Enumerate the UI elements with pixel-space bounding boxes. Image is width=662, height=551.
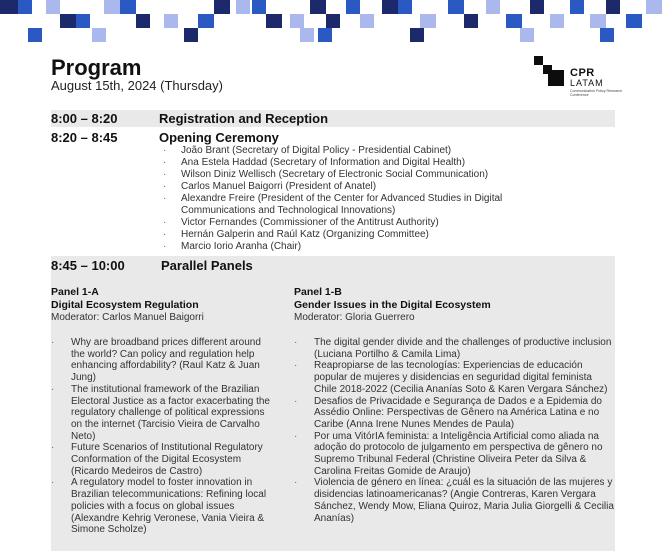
- banner-pixel: [570, 0, 584, 14]
- banner-pixel: [104, 0, 120, 14]
- panel-talks-list: [51, 337, 273, 536]
- schedule-time: 8:20 – 8:45: [51, 130, 118, 145]
- banner-pixel: [550, 14, 564, 28]
- list-item: · Hernán Galperin and Raúl Katz (Organizing Committee): [163, 229, 563, 241]
- list-item: · Reapropiarse de las tecnologías: Experiencias de educación popular de mujeres y disidencias en seguridad digital feminista Chile 2018-2022 (Cecilia Ananías Soto & Karen Vergara Sánchez): [294, 360, 615, 395]
- banner-pixel: [28, 28, 42, 42]
- banner-pixel: [530, 0, 544, 14]
- opening-participants-list: [163, 145, 563, 253]
- page-title: Program: [51, 55, 142, 80]
- panel-title: Digital Ecosystem Regulation: [51, 299, 199, 311]
- banner-pixel: [300, 28, 314, 42]
- list-item: · Marcio Iorio Aranha (Chair): [163, 241, 563, 253]
- list-item: · A regulatory model to foster innovation in Brazilian telecommunications: Refining local policies with a focus on global issues (Alexandre Kehrig Veronese, Vania Vieira & Simone Scholze): [51, 477, 273, 536]
- banner-pixel: [252, 0, 266, 14]
- panel-id: Panel 1-B: [294, 286, 342, 298]
- banner-pixel: [76, 14, 90, 28]
- banner-pixel: [486, 0, 500, 14]
- banner-pixel: [606, 0, 620, 14]
- banner-pixel: [266, 14, 282, 28]
- schedule-row: [51, 129, 615, 146]
- list-item: · Why are broadband prices different around the world? Can policy and regulation help enhancing affordability? (Raul Katz & Juan Jung): [51, 337, 273, 384]
- cpr-latam-logo: [534, 56, 634, 102]
- banner-pixel: [464, 14, 478, 28]
- logo-tagline: Communication Policy Research Conference: [570, 89, 622, 97]
- banner-pixel: [626, 14, 642, 28]
- banner-pixel: [346, 0, 360, 14]
- list-item: · Victor Fernandes (Commissioner of the Antitrust Authority): [163, 217, 563, 229]
- list-item: · Ana Estela Haddad (Secretary of Information and Digital Health): [163, 157, 563, 169]
- banner-pixel: [590, 14, 606, 28]
- list-item: · Wilson Diniz Wellisch (Secretary of Electronic Social Communication): [163, 169, 563, 181]
- banner-pixel: [646, 0, 662, 14]
- banner-pixel: [236, 0, 250, 14]
- banner-pixel: [120, 0, 136, 14]
- banner-pixel: [136, 14, 150, 28]
- banner-pixel: [46, 0, 60, 14]
- schedule-time: 8:45 – 10:00: [51, 258, 125, 273]
- list-item: · Carlos Manuel Baigorri (President of Anatel): [163, 181, 563, 193]
- panel-talks-list: [294, 337, 615, 524]
- banner-pixel: [448, 0, 464, 14]
- banner-pixel: [326, 14, 340, 28]
- panel-title: Gender Issues in the Digital Ecosystem: [294, 299, 491, 311]
- list-item: · Desafios de Privacidade e Segurança de Dados e a Epidemia do Assédio Online: Perspectivas de Gênero na América Latina e no Caribe (Anna Irene Nunes Mendes de Paula): [294, 396, 615, 431]
- banner-pixel: [60, 14, 76, 28]
- panel-moderator: Moderator: Gloria Guerrero: [294, 312, 415, 323]
- banner-pixel: [290, 14, 304, 28]
- schedule-row: [51, 256, 615, 277]
- logo-line-1: CPR: [570, 67, 595, 79]
- schedule-label: Registration and Reception: [159, 111, 329, 126]
- schedule-row: [51, 110, 615, 127]
- banner-pixel: [318, 28, 332, 42]
- banner-pixel: [398, 0, 412, 14]
- banner-pixel: [382, 0, 398, 14]
- list-item: · The institutional framework of the Brazilian Electoral Justice as a factor exacerbating the regulatory challenge of political expressions on the internet (Tarcisio Vieira de Carvalho Neto): [51, 384, 273, 443]
- banner-pixel: [184, 28, 198, 42]
- banner-pixel: [198, 14, 214, 28]
- list-item: · The digital gender divide and the challenges of productive inclusion (Luciana Portilho & Camila Lima): [294, 337, 615, 360]
- banner-pixel: [420, 14, 436, 28]
- logo-line-2: LATAM: [570, 78, 604, 88]
- schedule-label: Opening Ceremony: [159, 130, 279, 145]
- banner-pixel: [310, 0, 326, 14]
- schedule-label: Parallel Panels: [161, 258, 253, 273]
- panel-moderator: Moderator: Carlos Manuel Baigorri: [51, 312, 204, 323]
- banner-pixel: [506, 14, 522, 28]
- banner-pixel: [410, 28, 424, 42]
- page-date: August 15th, 2024 (Thursday): [51, 78, 223, 93]
- banner-pixel: [164, 14, 178, 28]
- panel-id: Panel 1-A: [51, 286, 99, 298]
- banner-pixel: [520, 28, 534, 42]
- banner-pixel: [214, 0, 230, 14]
- list-item: · Violencia de género en línea: ¿cuál es la situación de las mujeres y disidencias latinoamericanas? (Angie Contreras, Karen Vergara Sánchez, Wendy Mow, Eliana Quiroz, Maria Julia Giorgelli & Cecilia Ananías): [294, 477, 615, 524]
- schedule-time: 8:00 – 8:20: [51, 111, 118, 126]
- banner-pixel: [92, 28, 106, 42]
- banner-pixel: [360, 14, 374, 28]
- list-item: · Por uma VitórIA feminista: a Inteligência Artificial como aliada na adoção do protocolo de julgamento em perspectiva de gênero no Supremo Tribunal Federal (Christine Oliveira Peter da Silva & Carolina Freitas Gomide de Araujo): [294, 431, 615, 478]
- list-item: · Future Scenarios of Institutional Regulatory Conformation of the Digital Ecosystem (Ricardo Medeiros de Castro): [51, 442, 273, 477]
- banner-pixel: [18, 0, 32, 14]
- banner-pixel: [600, 28, 614, 42]
- banner-pixel: [0, 0, 18, 14]
- list-item: · João Brant (Secretary of Digital Policy - Presidential Cabinet): [163, 145, 563, 157]
- list-item: · Alexandre Freire (President of the Center for Advanced Studies in Digital Communications and Technological Innovations): [163, 193, 563, 217]
